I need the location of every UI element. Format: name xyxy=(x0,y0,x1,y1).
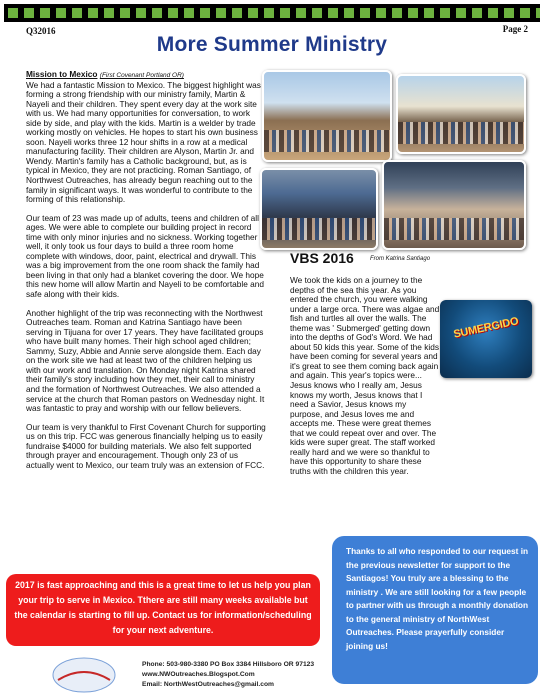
mission-paragraph-4: Our team is very thankful to First Covenant Church for supporting us on this trip. FCC was generous financially helping us to easily fundraise $4000 for building materials. We also felt supported through prayer and encouragement. Though only 23 of us actually went to Mexico, our team truly was an extension of FCC. xyxy=(26,421,266,470)
page-title: More Summer Ministry xyxy=(156,33,388,56)
border-square xyxy=(328,8,338,18)
northwest-outreaches-logo xyxy=(52,656,116,694)
contact-phone-address: Phone: 503-980-3380 PO Box 3384 Hillsboro OR 97123 xyxy=(142,661,315,668)
issue-label: Q32016 xyxy=(26,26,56,36)
border-square xyxy=(360,8,370,18)
photo-team-at-night xyxy=(382,160,526,250)
contact-website-link[interactable]: www.NWOutreaches.Blogspot.Com xyxy=(142,671,255,678)
border-square xyxy=(424,8,434,18)
border-square xyxy=(232,8,242,18)
border-square xyxy=(168,8,178,18)
border-square xyxy=(184,8,194,18)
border-square xyxy=(280,8,290,18)
border-square xyxy=(520,8,530,18)
border-square xyxy=(120,8,130,18)
border-square xyxy=(472,8,482,18)
mission-text-1: We had a fantastic Mission to Mexico. The biggest highlight was forming a strong friendship with our ministry family, Martin & Nayeli and their children. They spent every day at the work site with us. We had many opportunities for conversation, to work side by side, and play with the kids. Martin is a welder by trade working mostly on vehicles. He hopes to start his own business soon. Nayeli works three 12 hour shifts in a row at a medical manufacturing facility. Their children are Alyson, Martin Jr. and Wendy. Martin's family has a Catholic background, but, as is typical in Mexico, they are not practicing. Roman Santiago, of Northwest Outreaches, has already begun reaching out to the family in significant ways. It was wonderful to contribute to the forming of this relationship. xyxy=(26,79,261,205)
logo-graphic xyxy=(52,656,116,694)
mission-paragraph-2: Our team of 23 was made up of adults, teens and children of all ages. We were able to complete our building project in record time with only minor injuries and no sickness. Working together well, it only took us four days to build a three room home complete with windows, door, paint, electrical and drywall. This was a big improvement from the one room shack the family had been living in that only had a blanket covering the door. We hope this new home will allow Martin and Nayeli to be comfortable and safe along with their kids. xyxy=(26,212,264,300)
border-square xyxy=(392,8,402,18)
border-square xyxy=(536,8,540,18)
border-square xyxy=(344,8,354,18)
vbs-byline: From Katrina Santiago xyxy=(370,256,431,262)
border-square xyxy=(312,8,322,18)
border-square xyxy=(56,8,66,18)
mission-heading: Mission to Mexico xyxy=(26,69,98,79)
border-square xyxy=(408,8,418,18)
vbs-heading: VBS 2016 xyxy=(290,250,354,266)
border-square xyxy=(152,8,162,18)
border-square xyxy=(248,8,258,18)
mission-article xyxy=(26,70,266,479)
border-square xyxy=(72,8,82,18)
border-square xyxy=(24,8,34,18)
border-square xyxy=(376,8,386,18)
donation-thanks-callout: Thanks to all who responded to our request in the previous newsletter for support to the Santiagos! You truly are a blessing to the ministry . We are still looking for a few people to partner with us through a monthly donation to the general ministry of NorthWest Outreaches. Please prayerfully consider joining us! xyxy=(332,536,538,684)
photo-blue-house xyxy=(260,168,378,250)
contact-info xyxy=(142,660,314,690)
mission-subheading: (First Covenant Portland OR) xyxy=(99,72,184,79)
border-square xyxy=(216,8,226,18)
page-number: Page 2 xyxy=(502,24,528,34)
trip-planning-callout: 2017 is fast approaching and this is a great time to let us help you plan your trip to serve in Mexico. Tthere are still many weeks available but the calendar is starting to fill up. Contact us for information/scheduling for your next adventure. xyxy=(6,574,320,646)
mission-paragraph-1 xyxy=(26,70,266,205)
border-square xyxy=(440,8,450,18)
border-square xyxy=(264,8,274,18)
contact-email-link[interactable]: Email: NorthWestOutreaches@gmail.com xyxy=(142,681,275,688)
border-square xyxy=(488,8,498,18)
border-square xyxy=(136,8,146,18)
sumergido-poster-text: SUMERGIDO xyxy=(452,315,520,341)
photo-group-by-house xyxy=(262,70,392,162)
border-square xyxy=(456,8,466,18)
mission-paragraph-3: Another highlight of the trip was reconnecting with the Northwest Outreaches team. Roman and Katrina Santiago have been serving in Tijuana for over 17 years. They have facilitated groups who have built many homes. Their high school aged children; Sammy, Suzy, Abbie and Annie serve alongside them. Each day on the work site we had at least two of the children helping us with our work and translation. On Monday night Katrina shared their family's story including how they met, their call to ministry and the formation of Northwest Outreaches. We also attended a service at the church that Roman pastors on Wednesday night. It was fantastic to pray and worship with our fellow believers. xyxy=(26,307,265,414)
border-square xyxy=(504,8,514,18)
border-square xyxy=(296,8,306,18)
border-square xyxy=(8,8,18,18)
border-square xyxy=(200,8,210,18)
photo-team-outdoors xyxy=(396,74,526,154)
vbs-article-text: We took the kids on a journey to the depths of the sea this year. As you entered the church, you were walking under a large orca. There was algae and fish and turtles all over the walls. The theme was ' Submerged' getting down into the depths of God's Word. We had about 50 kids this year. Some of the kids have been coming for several years and it's great to see them coming back again and again. This year's topics were... Jesus knows who I really am, Jesus knows my worth, Jesus knows that I need a Savior, Jesus knows my purpose, and Jesus loves me and accepts me. These were great themes that we could repeat over and over. The kids were super great. The staff worked really hard and we were so thankful to have this opportunity to share these truths with the children this year. xyxy=(290,275,440,476)
border-square xyxy=(88,8,98,18)
border-square xyxy=(40,8,50,18)
border-square xyxy=(104,8,114,18)
checkered-top-border xyxy=(4,4,540,22)
mission-photo-collage xyxy=(256,60,528,250)
sumergido-poster-image xyxy=(440,300,532,378)
